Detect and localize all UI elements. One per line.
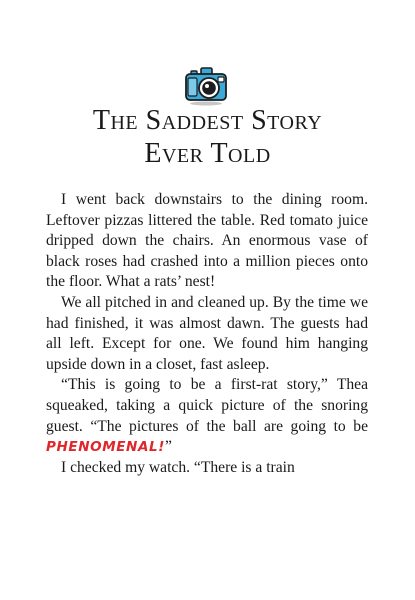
paragraph-3-closing-quote: ” bbox=[164, 438, 172, 456]
phenomenal-emphasis: PHENOMENAL! bbox=[46, 439, 165, 456]
chapter-title-line-1: The Saddest Story bbox=[92, 105, 323, 136]
paragraph-4: I checked my watch. “There is a train bbox=[61, 458, 295, 476]
camera-illustration bbox=[182, 66, 230, 106]
camera-icon bbox=[182, 66, 230, 106]
paragraph-3 bbox=[46, 375, 368, 457]
paragraph-2: We all pitched in and cleaned up. By the time we had finished, it was almost dawn. The guests had all left. Except for one. We found him hanging upside down in a closet, fast asleep. bbox=[46, 293, 368, 373]
chapter-title bbox=[0, 104, 415, 170]
chapter-body bbox=[46, 190, 368, 478]
paragraph-1: I went back downstairs to the dining room. Leftover pizzas littered the table. Red tomato juice dripped down the chairs. An enormous vase of black roses had crashed into a million pieces onto the floor. What a rats’ nest! bbox=[46, 191, 368, 291]
paragraph-3-text: “This is going to be a first-rat story,” Thea squeaked, taking a quick picture of the snoring guest. “The pictures of the ball are going to be bbox=[46, 376, 368, 435]
chapter-title-line-2: Ever Told bbox=[144, 138, 271, 169]
